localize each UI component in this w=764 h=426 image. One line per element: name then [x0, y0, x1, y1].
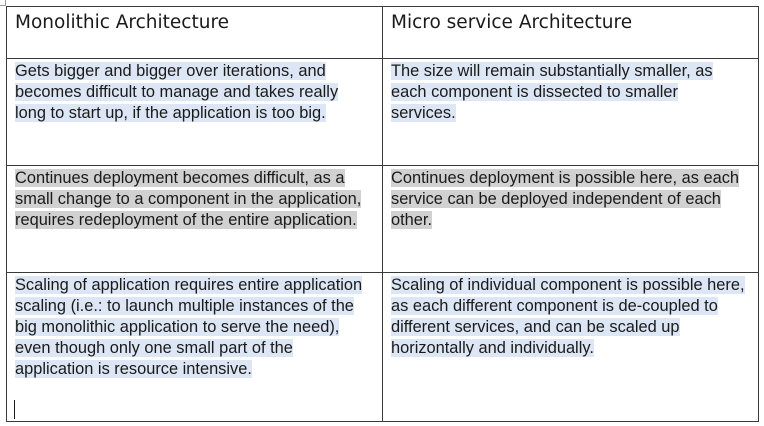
monolithic-size-text: Gets bigger and bigger over iterations, and becomes difficult to manage and takes really long to start up, if the application is too big. [15, 62, 339, 122]
table-header-row [7, 7, 759, 59]
monolithic-deployment-text: Continues deployment becomes difficult, as a small change to a component in the application, requires redeployment of the entire application. [15, 169, 362, 229]
cell-microservice-size[interactable] [383, 59, 759, 166]
header-microservice: Micro service Architecture [391, 12, 633, 33]
table-row [7, 59, 759, 166]
cell-monolithic-scaling[interactable] [7, 273, 383, 422]
cell-monolithic-size[interactable] [7, 59, 383, 166]
table-row [7, 273, 759, 422]
architecture-comparison-table [6, 6, 759, 422]
header-cell-monolithic[interactable] [7, 7, 383, 59]
microservice-deployment-text: Continues deployment is possible here, as each service can be deployed independent of each other. [391, 169, 740, 229]
cell-microservice-deployment[interactable] [383, 166, 759, 273]
cell-monolithic-deployment[interactable] [7, 166, 383, 273]
header-cell-microservice[interactable] [383, 7, 759, 59]
header-monolithic: Monolithic Architecture [15, 12, 230, 33]
microservice-scaling-text: Scaling of individual component is possible here, as each different component is de-coupled to different services, and can be scaled up horizontally and individually. [391, 276, 745, 357]
table-row [7, 166, 759, 273]
text-cursor [14, 400, 15, 419]
cell-microservice-scaling[interactable] [383, 273, 759, 422]
monolithic-scaling-text: Scaling of application requires entire application scaling (i.e.: to launch multiple instances of the big monolithic application to serve the need), even though only one small part of the application is resource intensive. [15, 276, 363, 378]
microservice-size-text: The size will remain substantially smaller, as each component is dissected to smaller services. [391, 62, 713, 122]
